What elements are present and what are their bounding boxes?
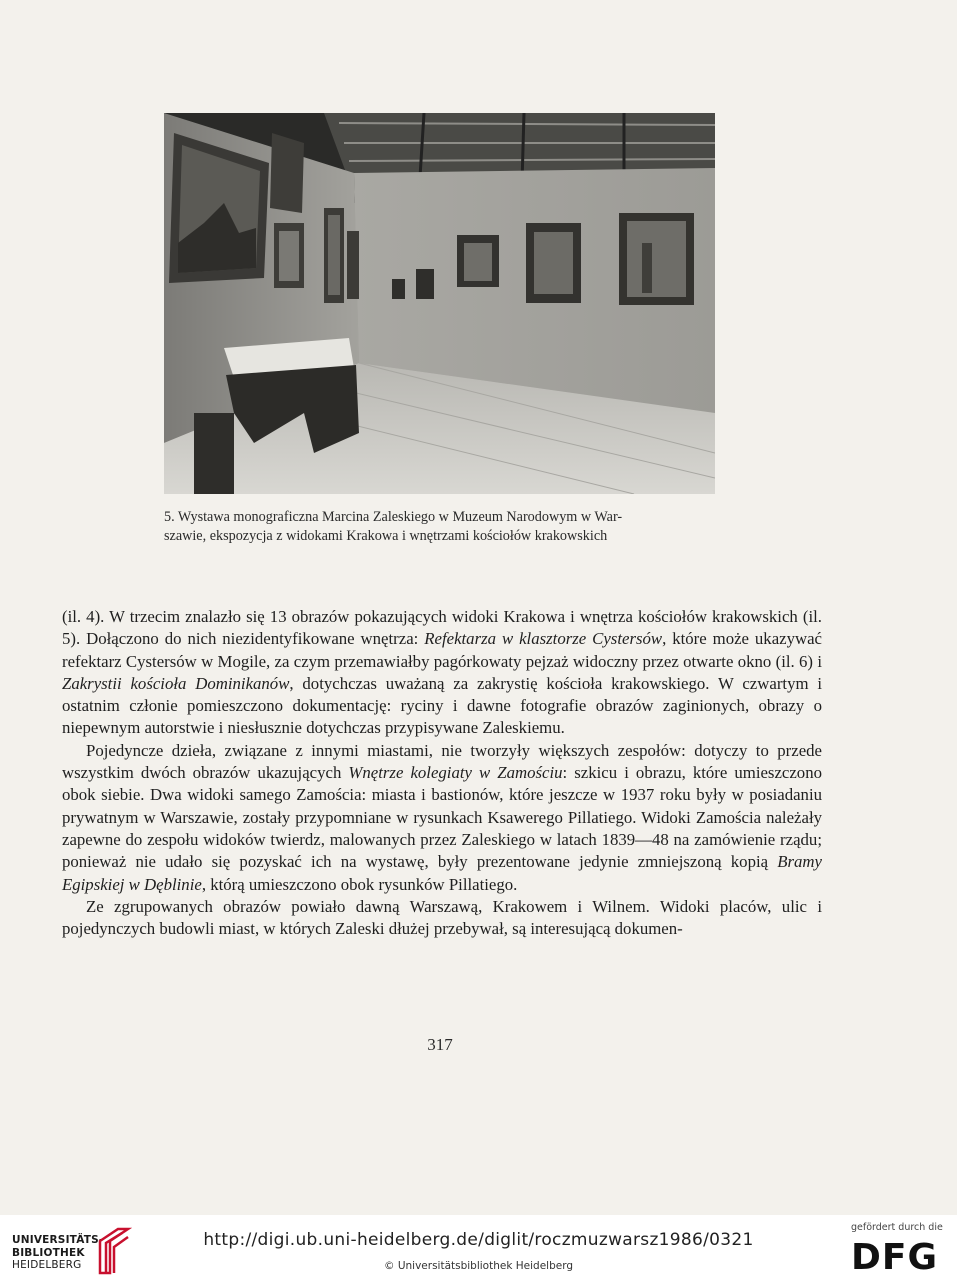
permalink-url[interactable]: http://digi.ub.uni-heidelberg.de/diglit/roczmuzwarsz1986/0321 <box>203 1230 754 1250</box>
text-run: , dotychczas uważaną za zakrystię kościoła krakowskiego. W czwartym i ostatnim członie pomieszczono dokumentację: ryciny i dawne fotografie obrazów zaginionych, obrazy o niepewnym autorstwie i niesłusznie dotychczas przypisywane Zaleskiemu. <box>62 673 822 738</box>
paragraph <box>62 606 822 740</box>
paragraph <box>62 896 822 941</box>
italic-title: Wnętrze kolegiaty w Zamościu <box>348 763 563 783</box>
copyright-notice: © Universitätsbibliothek Heidelberg <box>383 1260 573 1272</box>
text-run: Ze zgrupowanych obrazów powiało dawną Warszawą, Krakowem i Wilnem. Widoki placów, ulic i pojedynczych budowli miast, w których Zaleski dłużej przebywał, są interesującą dokumen- <box>62 896 822 939</box>
caption-line: szawie, ekspozycja z widokami Krakowa i wnętrzami kościołów krakowskich <box>164 528 608 544</box>
italic-title: Bramy Egipskiej w Dęblinie <box>62 852 822 894</box>
body-text <box>62 606 822 940</box>
library-name-line: HEIDELBERG <box>12 1259 82 1271</box>
text-run: (il. 4). W trzecim znalazło się 13 obrazów pokazujących widoki Krakowa i wnętrza kościołów krakowskich (il. 5). Dołączono do nich niezidentyfikowane wnętrza: <box>62 607 822 649</box>
text-run: : szkicu i obrazu, które umieszczono obok siebie. Dwa widoki samego Zamościa: miasta i bastionów, które jeszcze w 1937 roku były w posiadaniu prywatnym w Warszawie, zostały przypomniane w rysunkach Ksawerego Pillatiego. Widoki Zamościa należały zapewne do zespołu widoków twierdz, malowanych przez Zaleskiego w latach 1839—48 na zamówienie rządu; ponieważ nie udało się pozyskać ich na wystawę, były prezentowane jedynie zmniejszoną kopią <box>62 763 822 872</box>
digitization-footer <box>0 1215 957 1285</box>
page-number: 317 <box>427 1035 453 1054</box>
svg-text:DFG: DFG <box>851 1237 939 1274</box>
caption-line: 5. Wystawa monograficzna Marcina Zaleskiego w Muzeum Narodowym w War- <box>164 509 623 525</box>
figure-caption <box>164 508 724 546</box>
gallery-photograph <box>164 113 715 494</box>
library-name-line: UNIVERSITÄTS- <box>12 1234 104 1246</box>
exhibition-photo <box>164 113 715 494</box>
italic-title: Refektarza w klasztorze Cystersów <box>424 629 663 649</box>
paragraph <box>62 740 822 896</box>
italic-title: Zakrystii kościoła Dominikanów <box>62 673 290 693</box>
text-run: , którą umieszczono obok rysunków Pillatiego. <box>201 874 518 894</box>
library-name-line: BIBLIOTHEK <box>12 1246 85 1259</box>
text-run: , które może ukazywać refektarz Cystersów w Mogile, za czym przemawiałby pagórkowaty pejzaż widoczny przez otwarte okno (il. 6) i <box>62 629 823 671</box>
dfg-logo-icon[interactable] <box>851 1236 943 1274</box>
funding-label: gefördert durch die <box>851 1222 943 1233</box>
text-run: Pojedyncze dzieła, związane z innymi miastami, nie tworzyły większych zespołów: dotyczy to przede wszystkim dwóch obrazów ukazujących <box>62 740 822 783</box>
